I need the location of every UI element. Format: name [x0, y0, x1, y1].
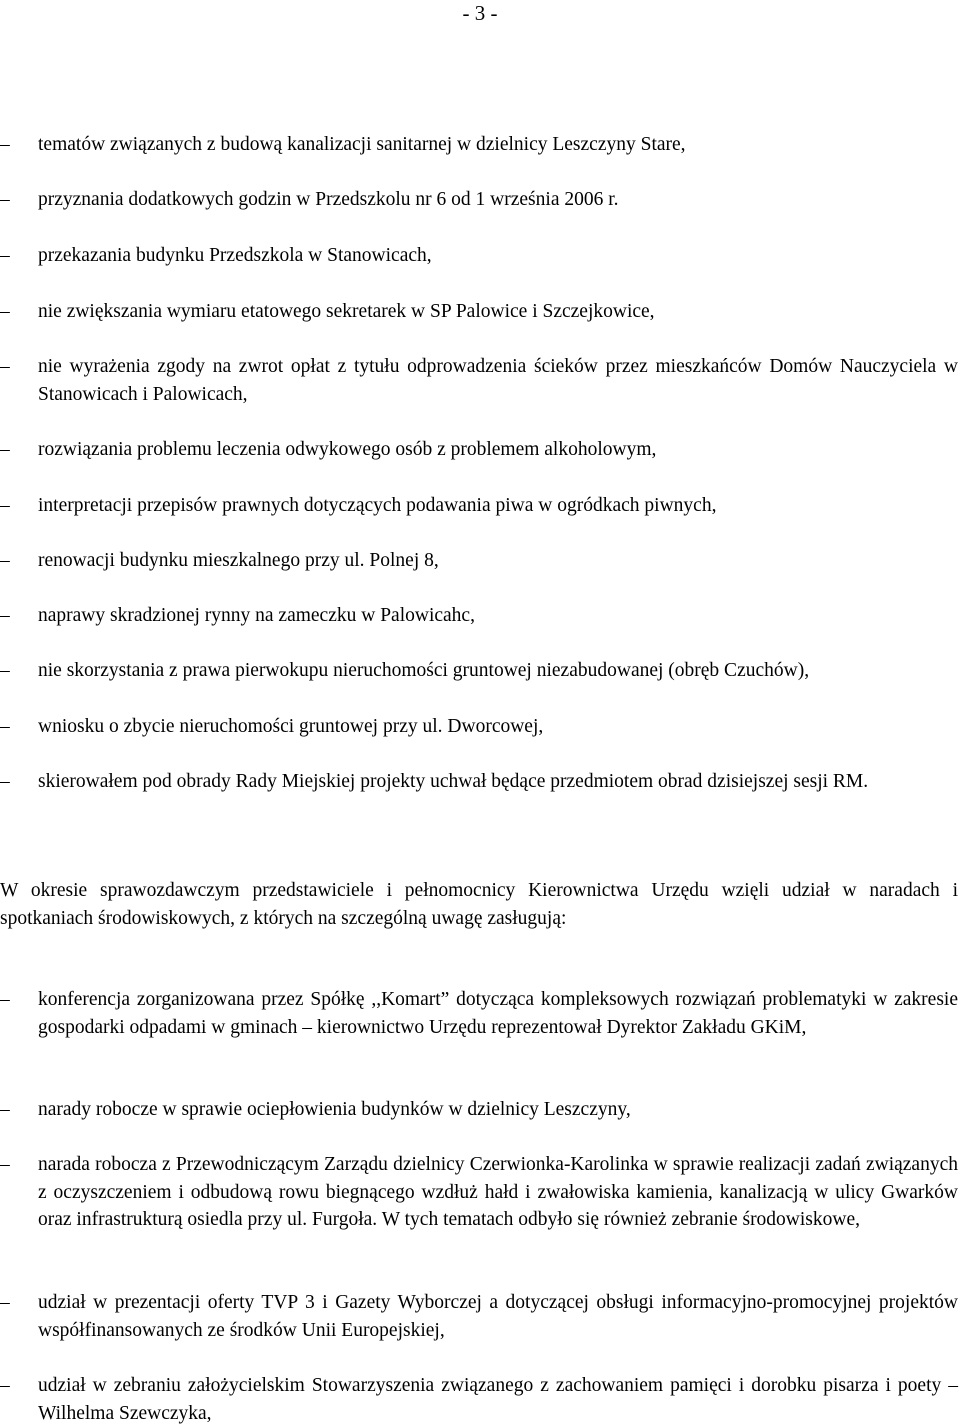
list-item-text: narady robocze w sprawie ociepłowienia budynków w dzielnicy Leszczyny, — [38, 1099, 631, 1120]
list-item — [0, 986, 958, 1041]
list-dash: – — [0, 1154, 10, 1175]
list-dash: – — [0, 1099, 10, 1120]
list-item-text: interpretacji przepisów prawnych dotyczących podawania piwa w ogródkach piwnych, — [38, 495, 717, 516]
list-item — [0, 1289, 958, 1344]
list-dash: – — [0, 660, 10, 681]
list-dash: – — [0, 495, 10, 516]
list-dash: – — [0, 439, 10, 460]
list-dash: – — [0, 189, 10, 210]
list-dash: – — [0, 989, 10, 1010]
list-dash: – — [0, 771, 10, 792]
list-item-text: konferencja zorganizowana przez Spółkę ,,Komart” dotycząca kompleksowych rozwiązań problematyki w zakresie gospodarki odpadami w gminach – kierownictwo Urzędu reprezentował Dyrektor Zakładu GKiM, — [38, 989, 958, 1038]
list-item — [0, 1096, 958, 1124]
list-item — [0, 298, 958, 326]
list-item — [0, 492, 958, 520]
list-item-text: renowacji budynku mieszkalnego przy ul. Polnej 8, — [38, 550, 439, 571]
list-item-text: narada robocza z Przewodniczącym Zarządu dzielnicy Czerwionka-Karolinka w sprawie realizacji zadań związanych z oczyszczeniem i odbudową rowu biegnącego wzdłuż hałd i zwałowiska kamienia, kanalizacją w ulicy Gwarków oraz infrastrukturą osiedla przy ul. Furgoła. W tych tematach odbyło się również zebranie środowiskowe, — [38, 1154, 958, 1230]
list-item — [0, 1151, 958, 1234]
list-item-text: skierowałem pod obrady Rady Miejskiej projekty uchwał będące przedmiotem obrad dzisiejszej sesji RM. — [38, 771, 869, 792]
list-item-text: rozwiązania problemu leczenia odwykowego osób z problemem alkoholowym, — [38, 439, 657, 460]
list-dash: – — [0, 550, 10, 571]
list-item — [0, 131, 958, 159]
list-item-text: naprawy skradzionej rynny na zameczku w Palowicahc, — [38, 605, 475, 626]
list-item — [0, 657, 958, 685]
list-item-text: udział w prezentacji oferty TVP 3 i Gazety Wyborczej a dotyczącej obsługi informacyjno-promocyjnej projektów współfinansowanych ze środków Unii Europejskiej, — [38, 1292, 958, 1341]
list-item-text: nie zwiększania wymiaru etatowego sekretarek w SP Palowice i Szczejkowice, — [38, 301, 655, 322]
list-item — [0, 768, 958, 796]
list-dash: – — [0, 356, 10, 377]
list-item — [0, 547, 958, 575]
list-dash: – — [0, 605, 10, 626]
report-paragraph: W okresie sprawozdawczym przedstawiciele i pełnomocnicy Kierownictwa Urzędu wzięli udział w naradach i spotkaniach środowiskowych, z których na szczególną uwagę zasługują: — [0, 880, 958, 929]
list-item-text: nie skorzystania z prawa pierwokupu nieruchomości gruntowej niezabudowanej (obręb Czuchów), — [38, 660, 810, 681]
page-number: - 3 - — [462, 1, 498, 25]
list-item — [0, 242, 958, 270]
list-dash: – — [0, 716, 10, 737]
list-dash: – — [0, 245, 10, 266]
list-item-text: wniosku o zbycie nieruchomości gruntowej przy ul. Dworcowej, — [38, 716, 544, 737]
list-item — [0, 1372, 958, 1427]
list-item-text: nie wyrażenia zgody na zwrot opłat z tytułu odprowadzenia ścieków przez mieszkańców Domów Nauczyciela w Stanowicach i Palowicach, — [38, 356, 958, 405]
list-item-text: przekazania budynku Przedszkola w Stanowicach, — [38, 245, 432, 266]
list-item-text: tematów związanych z budową kanalizacji sanitarnej w dzielnicy Leszczyny Stare, — [38, 134, 686, 155]
list-dash: – — [0, 134, 10, 155]
list-item — [0, 713, 958, 741]
list-item — [0, 602, 958, 630]
list-item — [0, 186, 958, 214]
list-item-text: udział w zebraniu założycielskim Stowarzyszenia związanego z zachowaniem pamięci i dorobku pisarza i poety – Wilhelma Szewczyka, — [38, 1375, 958, 1424]
list-dash: – — [0, 301, 10, 322]
list-item — [0, 353, 958, 408]
list-item — [0, 436, 958, 464]
list-dash: – — [0, 1375, 10, 1396]
list-dash: – — [0, 1292, 10, 1313]
list-item-text: przyznania dodatkowych godzin w Przedszkolu nr 6 od 1 września 2006 r. — [38, 189, 619, 210]
